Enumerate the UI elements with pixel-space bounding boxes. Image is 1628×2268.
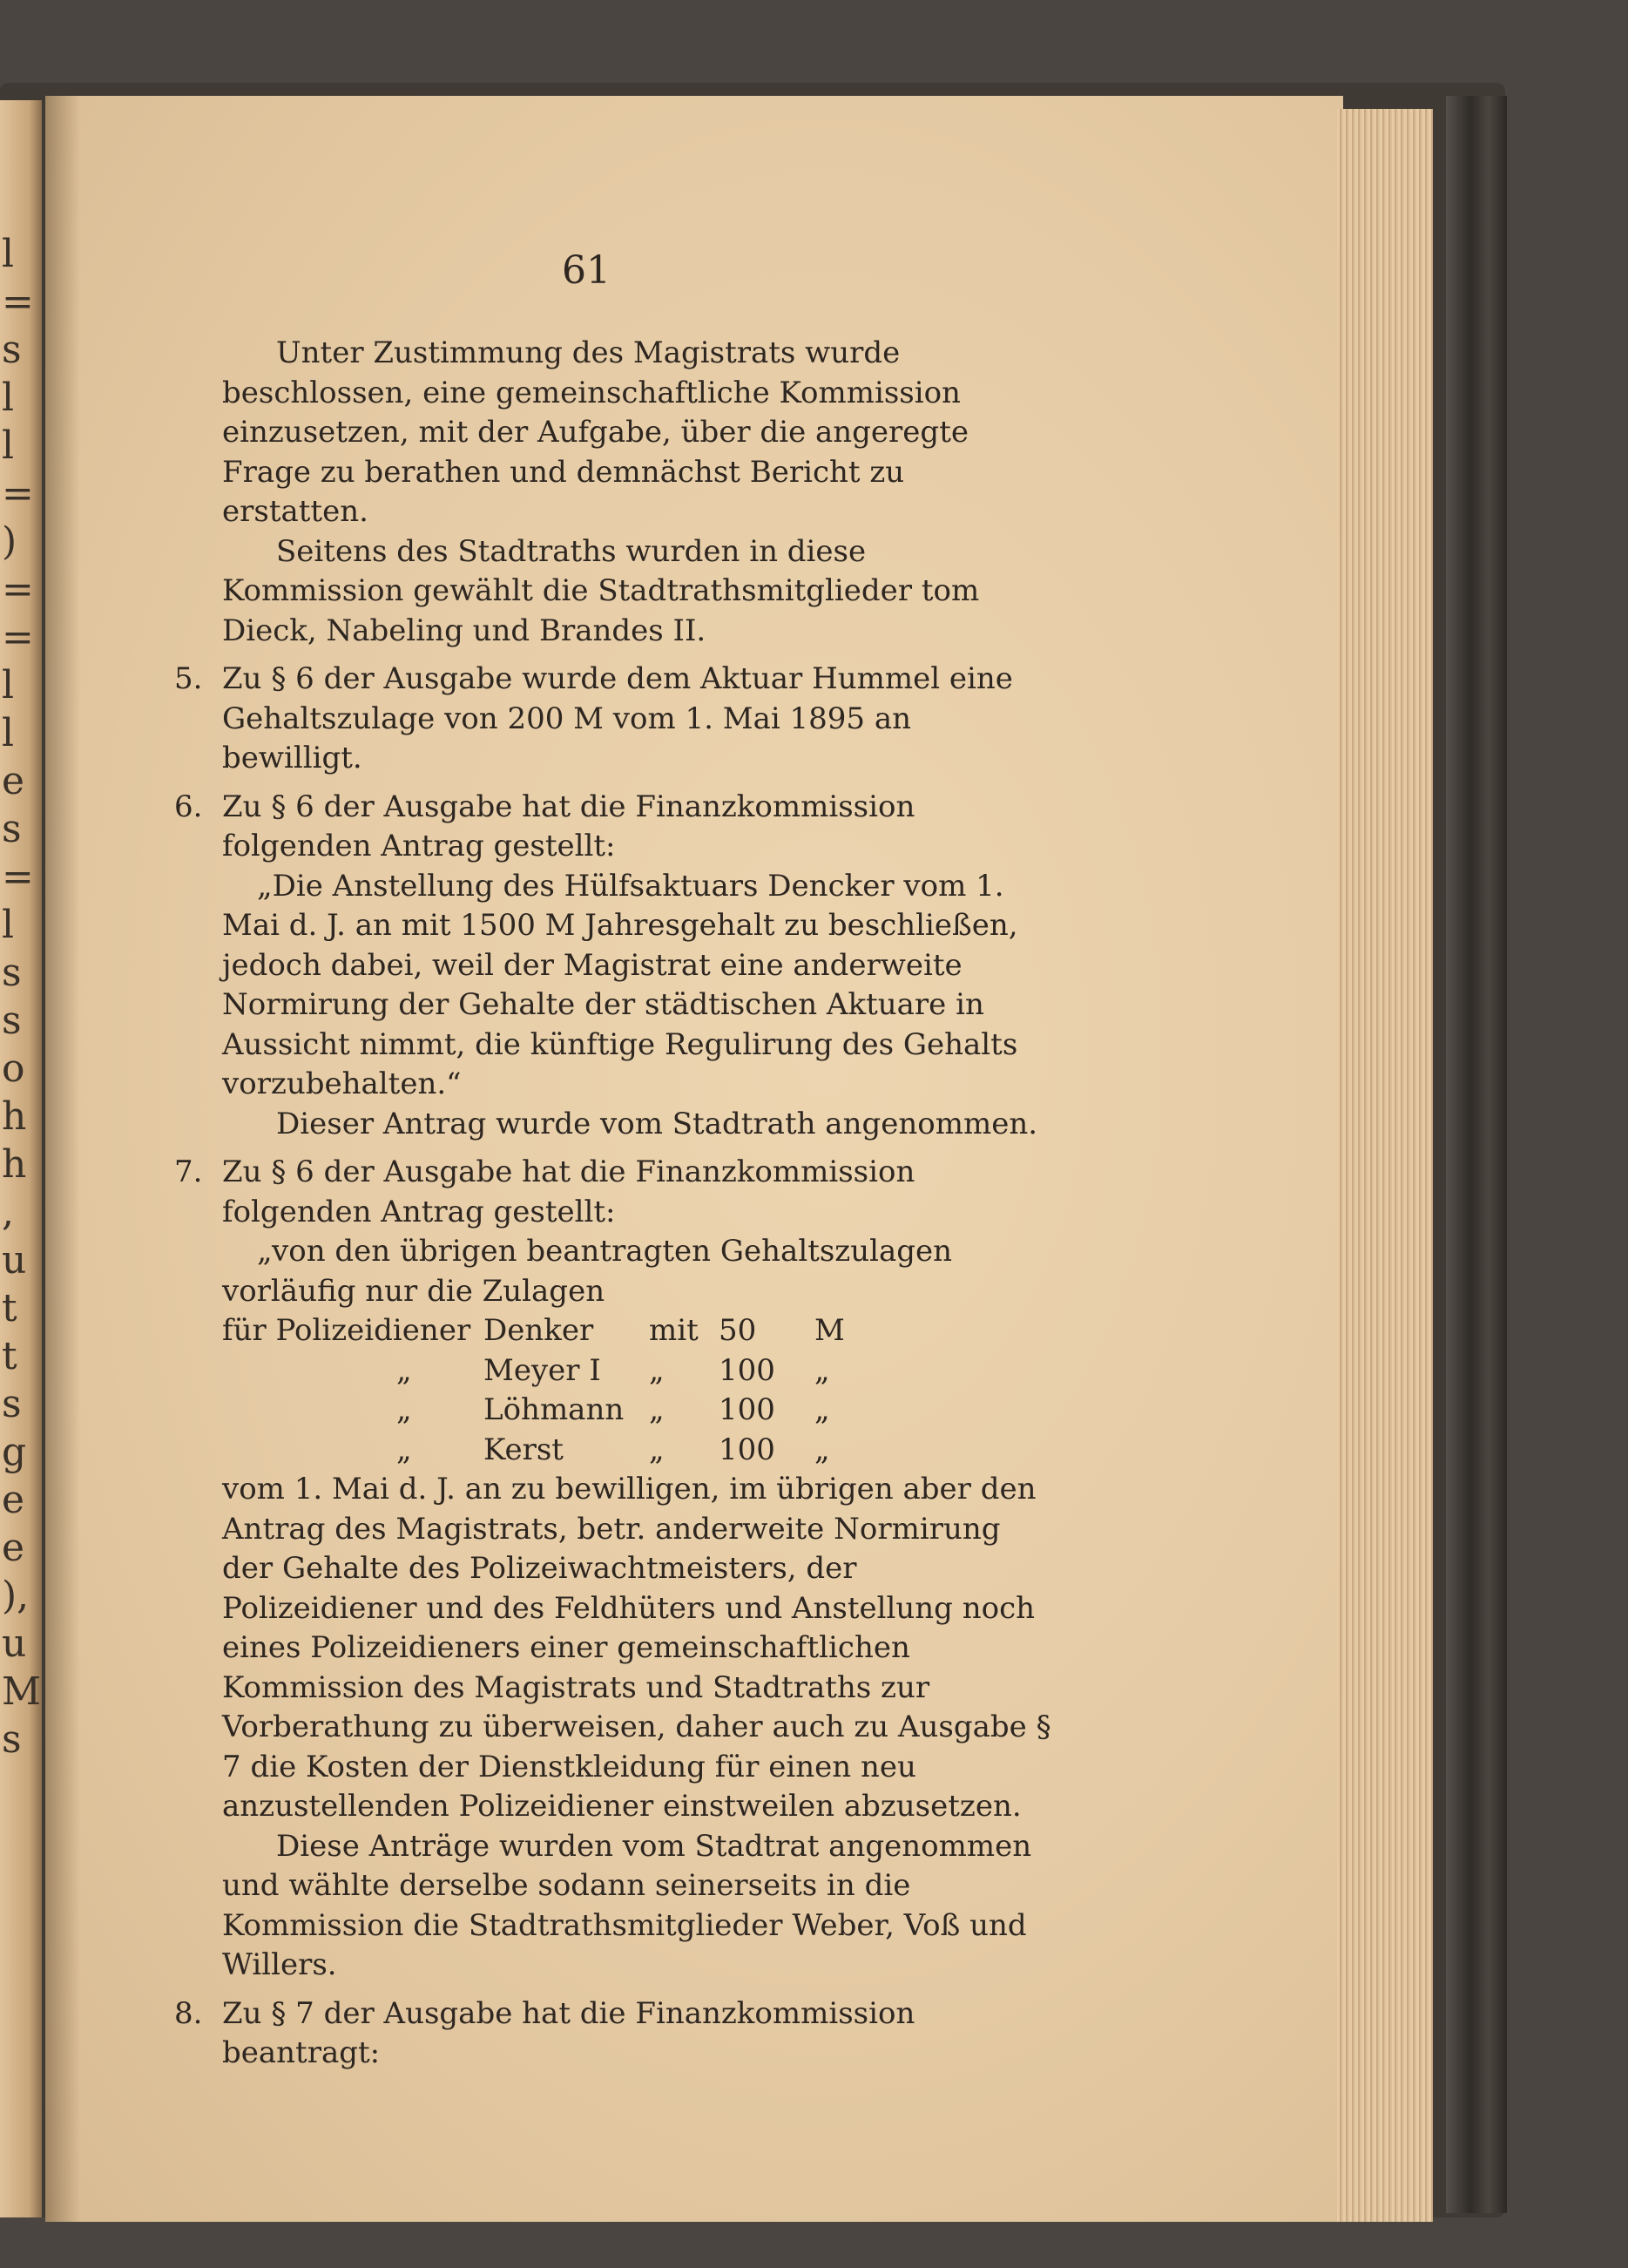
facing-page-glyph: =: [2, 615, 34, 660]
intro-paragraph: Unter Zustimmung des Magistrats wurde beschlossen, eine gemeinschaftliche Kommission einzusetzen, mit der Aufgabe, über die angeregte Frage zu berathen und demnächst Bericht zu erstatten.: [222, 335, 969, 529]
facing-page-glyph: e: [2, 1526, 25, 1570]
facing-page-glyph: o: [2, 1046, 25, 1091]
facing-page-glyph: s: [2, 807, 22, 851]
item-quote-start: „von den übrigen beantragten Gehaltszulagen vorläufig nur die Zulagen: [222, 1234, 953, 1309]
facing-page-glyph: l: [2, 903, 15, 947]
allowance-amount: 50: [719, 1313, 757, 1348]
facing-page-glyph: h: [2, 1094, 27, 1139]
facing-page-text-fragments: [2, 100, 42, 2217]
item-result: Dieser Antrag wurde vom Stadtrath angenommen.: [276, 1106, 1038, 1141]
allowance-prefix: „: [396, 1432, 412, 1467]
facing-page-glyph: l: [2, 376, 15, 420]
allowance-unit: „: [814, 1352, 830, 1388]
allowance-name: Denker: [483, 1313, 594, 1348]
page-gutter-shadow: [45, 96, 80, 2222]
facing-page-glyph: s: [2, 999, 22, 1043]
item-number: 5.: [174, 661, 203, 696]
facing-page-glyph: g: [2, 1430, 27, 1474]
allowance-prefix: „: [396, 1392, 412, 1427]
facing-page-glyph: s: [2, 328, 22, 372]
item-7: [174, 1153, 1054, 1986]
allowance-prefix: für Polizeidiener: [222, 1313, 471, 1348]
page-text: [174, 334, 1054, 2074]
facing-page-glyph: ),: [2, 1574, 30, 1618]
item-text: Zu § 6 der Ausgabe wurde dem Aktuar Hummel eine Gehaltszulage von 200 M vom 1. Mai 1895 an bewilligt.: [222, 661, 1013, 775]
allowance-sep: mit: [649, 1313, 699, 1348]
page-fore-edge: [1337, 109, 1433, 2222]
item-8: [174, 1994, 1054, 2074]
allowance-row: [222, 1391, 1054, 1431]
facing-page-glyph: ): [2, 519, 17, 564]
facing-page-glyph: l: [2, 663, 15, 707]
allowance-sep: „: [649, 1352, 665, 1388]
facing-page-glyph: l: [2, 423, 15, 468]
allowance-amount: 100: [719, 1392, 775, 1427]
facing-page-glyph: h: [2, 1142, 27, 1187]
allowance-row: [222, 1431, 1054, 1471]
facing-page-glyph: e: [2, 1478, 25, 1522]
facing-page-glyph: l: [2, 711, 15, 755]
item-number: 7.: [174, 1154, 203, 1189]
allowance-sep: „: [649, 1432, 665, 1467]
item-quote: „Die Anstellung des Hülfsaktuars Dencker vom 1. Mai d. J. an mit 1500 M Jahresgehalt zu beschließen, jedoch dabei, weil der Magistrat eine anderweite Normirung der Gehalte der städtischen Aktuare in Aussicht nimmt, die künftige Regulirung des Gehalts vorzubehalten.“: [222, 868, 1018, 1101]
page-number: 61: [562, 248, 611, 293]
facing-page-glyph: t: [2, 1286, 17, 1330]
allowance-unit: „: [814, 1432, 830, 1467]
item-result: Diese Anträge wurden vom Stadtrat angenommen und wählte derselbe sodann seinerseits in die Kommission die Stadtrathsmitglieder Weber, Voß und Willers.: [222, 1828, 1032, 1982]
facing-page-glyph: =: [2, 567, 34, 612]
facing-page-glyph: t: [2, 1334, 17, 1378]
allowance-amount: 100: [719, 1352, 775, 1388]
facing-page-glyph: ,: [2, 1190, 14, 1235]
item-text: Zu § 6 der Ausgabe hat die Finanzkommission folgenden Antrag gestellt:: [222, 1154, 915, 1229]
allowance-name: Löhmann: [483, 1392, 625, 1427]
intro-elected-paragraph: Seitens des Stadtraths wurden in diese Kommission gewählt die Stadtrathsmitglieder tom Dieck, Nabeling und Brandes II.: [222, 533, 980, 648]
book-spine-edge: [1446, 96, 1507, 2213]
facing-page-glyph: M: [2, 1669, 42, 1714]
item-number: 8.: [174, 1995, 203, 2031]
item-quote-end: vom 1. Mai d. J. an zu bewilligen, im übrigen aber den Antrag des Magistrats, betr. anderweite Normirung der Gehalte des Polizeiwachtmeisters, der Polizeidiener und des Feldhüters und Anstellung noch eines Polizeidieners einer gemeinschaftlichen Kommission des Magistrats und Stadtraths zur Vorberathung zu überweisen, daher auch zu Ausgabe § 7 die Kosten der Dienstkleidung für einen neu anzustellenden Polizeidiener einstweilen abzusetzen.: [222, 1472, 1051, 1824]
allowance-sep: „: [649, 1392, 665, 1427]
facing-page-glyph: l: [2, 232, 15, 276]
item-text: Zu § 6 der Ausgabe hat die Finanzkommission folgenden Antrag gestellt:: [222, 789, 915, 863]
allowance-amount: 100: [719, 1432, 775, 1467]
facing-page-glyph: s: [2, 1717, 22, 1762]
item-5: [174, 660, 1054, 779]
allowance-list: [222, 1311, 1054, 1470]
facing-page-glyph: e: [2, 759, 25, 803]
allowance-unit: M: [814, 1313, 845, 1348]
allowance-row: [222, 1311, 1054, 1351]
facing-page-glyph: s: [2, 1382, 22, 1426]
allowance-prefix: „: [396, 1352, 412, 1388]
item-6: [174, 788, 1054, 1145]
allowance-name: Meyer I: [483, 1352, 601, 1388]
facing-page-glyph: =: [2, 471, 34, 516]
item-text: Zu § 7 der Ausgabe hat die Finanzkommission beantragt:: [222, 1995, 915, 2070]
facing-page-glyph: =: [2, 280, 34, 324]
allowance-row: [222, 1351, 1054, 1391]
facing-page-glyph: u: [2, 1621, 27, 1666]
item-number: 6.: [174, 789, 203, 824]
facing-page-glyph: =: [2, 855, 34, 899]
allowance-name: Kerst: [483, 1432, 564, 1467]
facing-page-glyph: u: [2, 1238, 27, 1283]
allowance-unit: „: [814, 1392, 830, 1427]
facing-page-glyph: s: [2, 951, 22, 995]
